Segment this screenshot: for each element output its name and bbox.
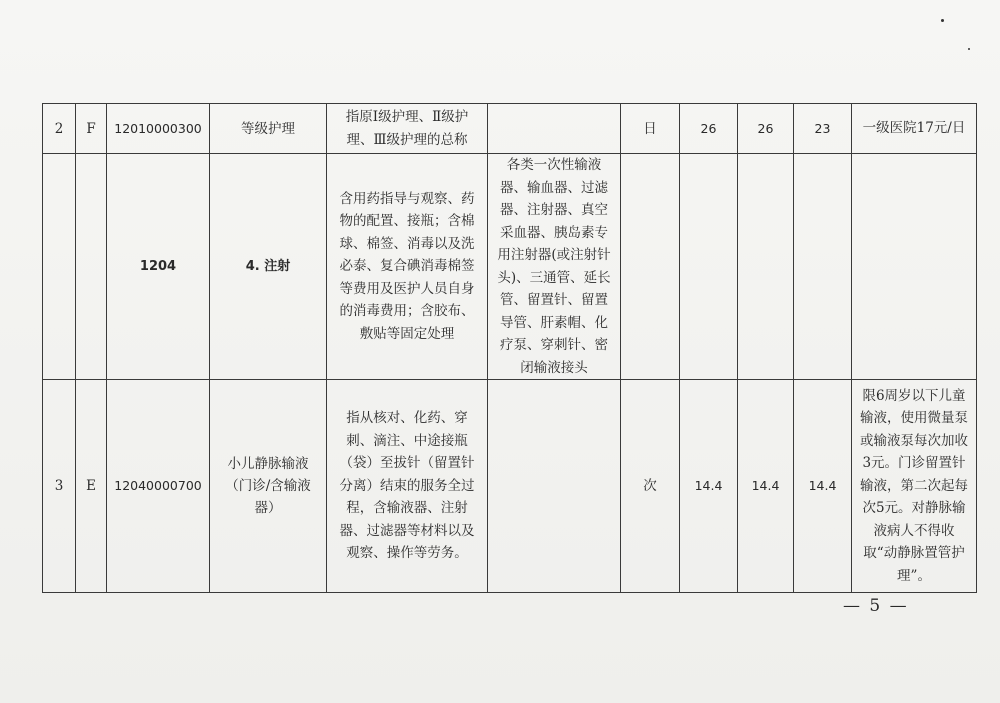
code-cell: 12040000700 (107, 380, 210, 593)
price-cell: 26 (680, 104, 738, 154)
medical-service-fee-table (42, 103, 977, 593)
item-content-cell: 含用药指导与观察、药物的配置、接瓶；含棉球、棉签、消毒以及洗必泰、复合碘消毒棉签等费用及医护人员自身的消毒费用；含胶布、敷贴等固定处理 (327, 154, 488, 380)
item-content-cell: 指从核对、化药、穿刺、滴注、中途接瓶（袋）至拔针（留置针分离）结束的服务全过程，含输液器、注射器、过滤器等材料以及观察、操作等劳务。 (327, 380, 488, 593)
seq-cell (43, 154, 76, 380)
item-content-cell: 指原Ⅰ级护理、Ⅱ级护理、Ⅲ级护理的总称 (327, 104, 488, 154)
price-cell (794, 154, 852, 380)
price-cell: 14.4 (794, 380, 852, 593)
table-row (43, 380, 977, 593)
excluded-items-cell (488, 104, 621, 154)
price-cell (738, 154, 794, 380)
item-name-cell: 等级护理 (210, 104, 327, 154)
excluded-items-cell (488, 380, 621, 593)
category-cell: E (76, 380, 107, 593)
price-cell: 23 (794, 104, 852, 154)
price-cell: 14.4 (680, 380, 738, 593)
category-cell (76, 154, 107, 380)
page-number: — 5 — (843, 596, 909, 616)
seq-cell: 3 (43, 380, 76, 593)
scan-speck (968, 48, 970, 50)
item-name-cell: 4. 注射 (210, 154, 327, 380)
price-cell (680, 154, 738, 380)
note-cell: 限6周岁以下儿童输液，使用微量泵或输液泵每次加收3元。门诊留置针输液，第二次起每次5元。对静脉输液病人不得收取“动静脉置管护理”。 (852, 380, 977, 593)
excluded-items-cell: 各类一次性输液器、输血器、过滤器、注射器、真空采血器、胰岛素专用注射器(或注射针头)、三通管、延长管、留置针、留置导管、肝素帽、化疗泵、穿刺针、密闭输液接头 (488, 154, 621, 380)
code-cell: 1204 (107, 154, 210, 380)
unit-cell (621, 154, 680, 380)
unit-cell: 日 (621, 104, 680, 154)
table-row (43, 154, 977, 380)
scan-speck (941, 19, 944, 22)
category-cell: F (76, 104, 107, 154)
item-name-cell: 小儿静脉输液（门诊/含输液器） (210, 380, 327, 593)
code-cell: 12010000300 (107, 104, 210, 154)
unit-cell: 次 (621, 380, 680, 593)
seq-cell: 2 (43, 104, 76, 154)
table-row (43, 104, 977, 154)
note-cell: 一级医院17元/日 (852, 104, 977, 154)
price-cell: 26 (738, 104, 794, 154)
price-cell: 14.4 (738, 380, 794, 593)
note-cell (852, 154, 977, 380)
